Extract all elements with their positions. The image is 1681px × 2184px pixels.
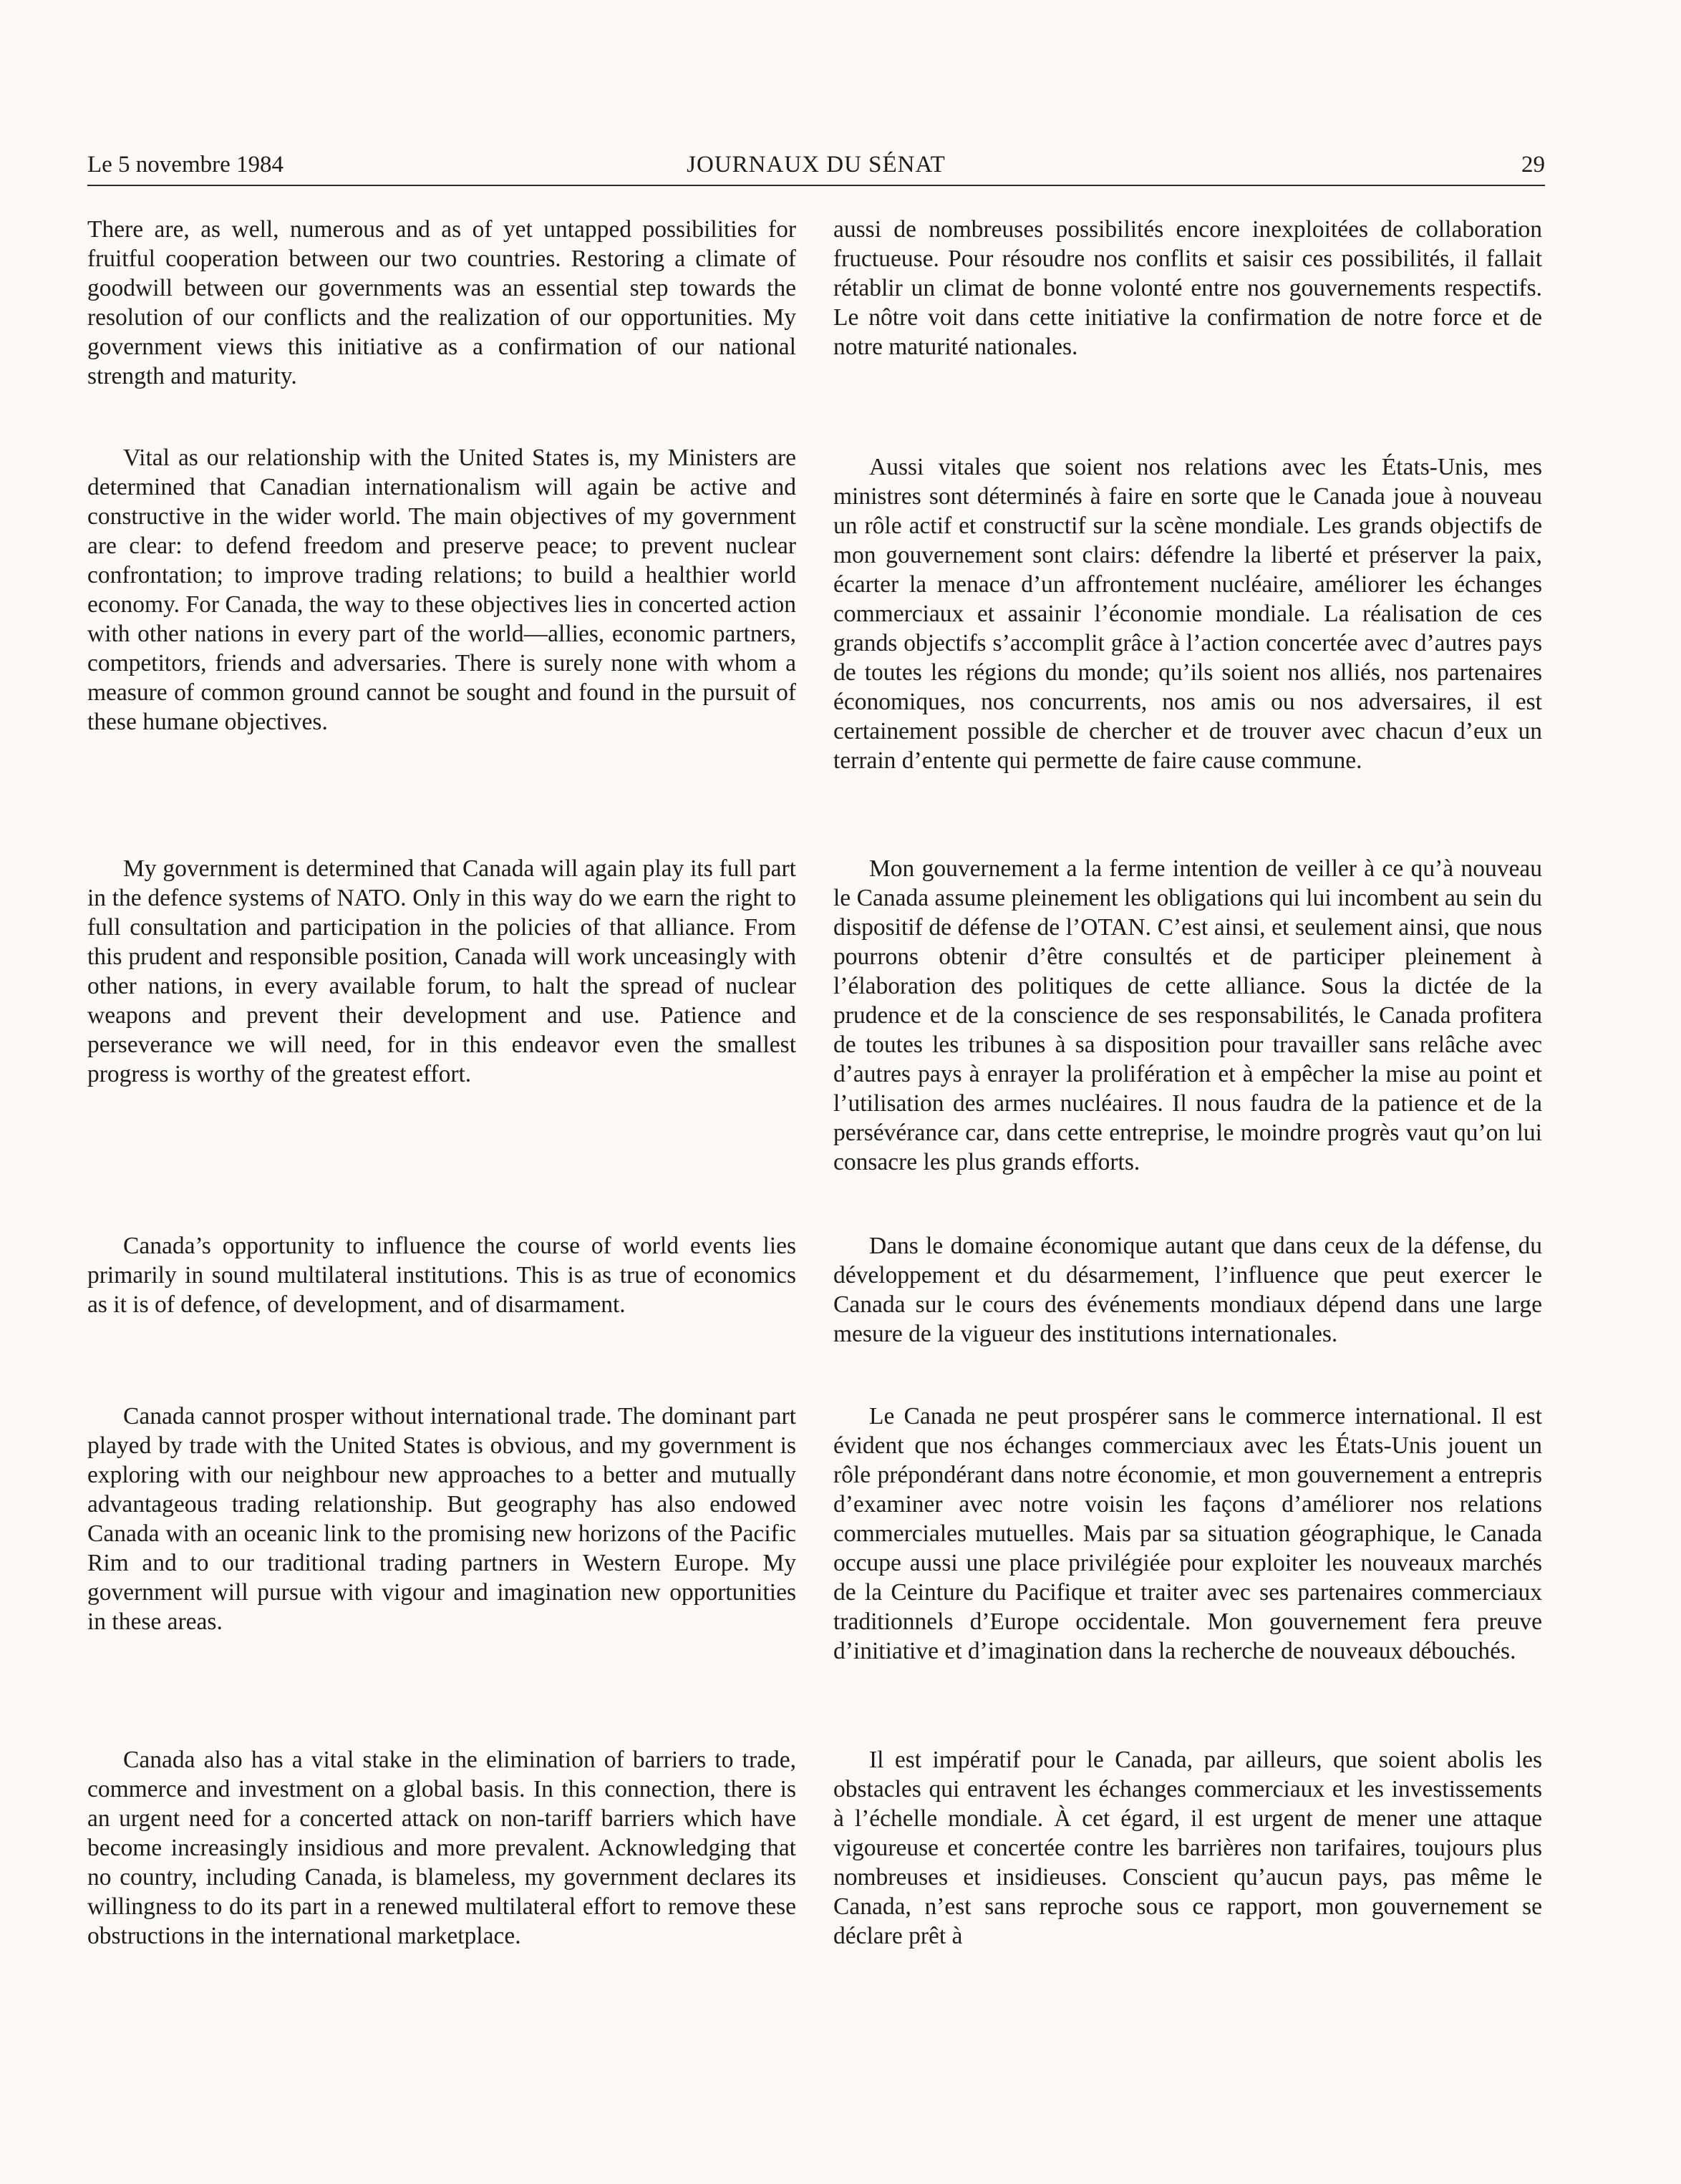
english-paragraph: Canada cannot prosper without international trade. The dominant part played by trade with the United States is obvious, and my government is exploring with our neighbour new approaches to a better and mutually advantageous trading relationship. But geography has also endowed Canada with an oceanic link to the promising new horizons of the Pacific Rim and to our traditional trading partners in Western Europe. My government will pursue with vigour and imagination new opportunities in these areas. xyxy=(87,1403,796,1635)
french-paragraph: Dans le domaine économique autant que dans ceux de la défense, du développement et du désarmement, l’influence que peut exercer le Canada sur le cours des événements mondiaux dépend dans une large mesure de la vigueur des institutions internationales. xyxy=(833,1233,1542,1347)
french-paragraph: Le Canada ne peut prospérer sans le commerce international. Il est évident que nos échanges commerciaux avec les États-Unis jouent un rôle prépondérant dans notre économie, et mon gouvernement a entrepris d’examiner avec notre voisin les façons d’améliorer nos relations commerciales mutuelles. Mais par sa situation géographique, le Canada occupe aussi une place privilégiée pour exploiter les nouveaux marchés de la Ceinture du Pacifique et traiter avec ses partenaires commerciaux traditionnels d’Europe occidentale. Mon gouvernement fera preuve d’initiative et d’imagination dans la recherche de nouveaux débouchés. xyxy=(833,1403,1542,1664)
english-paragraph: Canada’s opportunity to influence the course of world events lies primarily in sound multilateral institutions. This is as true of economics as it is of defence, of development, and of disarmament. xyxy=(87,1233,796,1318)
english-paragraph: Vital as our relationship with the United States is, my Ministers are determined that Canadian internationalism will again be active and constructive in the wider world. The main objectives of my government are clear: to defend freedom and preserve peace; to prevent nuclear confrontation; to improve trading relations; to build a healthier world economy. For Canada, the way to these objectives lies in concerted action with other nations in every part of the world—allies, economic partners, competitors, friends and adversaries. There is surely none with whom a measure of common ground cannot be sought and found in the pursuit of these humane objectives. xyxy=(87,445,796,735)
english-paragraph: Canada also has a vital stake in the elimination of barriers to trade, commerce and investment on a global basis. In this connection, there is an urgent need for a concerted attack on non-tariff barriers which have become increasingly insidious and more prevalent. Acknowledging that no country, including Canada, is blameless, my government declares its willingness to do its part in a renewed multilateral effort to remove these obstructions in the international marketplace. xyxy=(87,1747,796,1949)
french-paragraph: Aussi vitales que soient nos relations avec les États-Unis, mes ministres sont déterminés à faire en sorte que le Canada joue à nouveau un rôle actif et constructif sur la scène mondiale. Les grands objectifs de mon gouvernement sont clairs: défendre la liberté et préserver la paix, écarter la menace d’un affrontement nucléaire, améliorer les échanges commerciaux et assainir l’économie mondiale. La réalisation de ces grands objectifs s’accomplit grâce à l’action concertée avec d’autres pays de toutes les régions du monde; qu’ils soient nos alliés, nos partenaires économiques, nos concurrents, nos amis ou nos adversaires, il est certainement possible de chercher et de trouver avec chacun d’eux un terrain d’entente qui permette de faire cause commune. xyxy=(833,454,1542,774)
french-paragraph: Il est impératif pour le Canada, par ailleurs, que soient abolis les obstacles qui entravent les échanges commerciaux et les investissements à l’échelle mondiale. À cet égard, il est urgent de mener une attaque vigoureuse et concertée contre les barrières non tarifaires, toujours plus nombreuses et insidieuses. Conscient qu’aucun pays, pas même le Canada, n’est sans reproche sous ce rapport, mon gouvernement se déclare prêt à xyxy=(833,1747,1542,1949)
header-date: Le 5 novembre 1984 xyxy=(87,152,284,178)
page-number: 29 xyxy=(1521,152,1545,178)
page-header xyxy=(87,147,1545,183)
english-paragraph: There are, as well, numerous and as of yet untapped possibilities for fruitful cooperation between our two countries. Restoring a climate of goodwill between our governments was an essential step towards the resolution of our conflicts and the realization of our opportunities. My government views this initiative as a confirmation of our national strength and maturity. xyxy=(87,216,796,389)
header-rule xyxy=(87,185,1545,186)
french-paragraph: aussi de nombreuses possibilités encore inexploitées de collaboration fructueuse. Pour résoudre nos conflits et saisir ces possibilités, il fallait rétablir un climat de bonne volonté entre nos gouvernements respectifs. Le nôtre voit dans cette initiative la confirmation de notre force et de notre maturité nationales. xyxy=(833,216,1542,360)
journal-title: JOURNAUX DU SÉNAT xyxy=(687,152,946,178)
french-paragraph: Mon gouvernement a la ferme intention de veiller à ce qu’à nouveau le Canada assume pleinement les obligations qui lui incombent au sein du dispositif de défense de l’OTAN. C’est ainsi, et seulement ainsi, que nous pourrons obtenir d’être consultés et de participer pleinement à l’élaboration des politiques de cette alliance. Sous la dictée de la prudence et de la conscience de ses responsabilités, le Canada profitera de toutes les tribunes à sa disposition pour travailler sans relâche avec d’autres pays à enrayer la prolifération et à empêcher la mise au point et l’utilisation des armes nucléaires. Il nous faudra de la patience et de la persévérance car, dans cette entreprise, le moindre progrès vaut qu’on lui consacre les plus grands efforts. xyxy=(833,855,1542,1175)
english-paragraph: My government is determined that Canada will again play its full part in the defence systems of NATO. Only in this way do we earn the right to full consultation and participation in the policies of that alliance. From this prudent and responsible position, Canada will work unceasingly with other nations, in every available forum, to halt the spread of nuclear weapons and prevent their development and use. Patience and perseverance we will need, for in this endeavor even the smallest progress is worthy of the greatest effort. xyxy=(87,855,796,1087)
